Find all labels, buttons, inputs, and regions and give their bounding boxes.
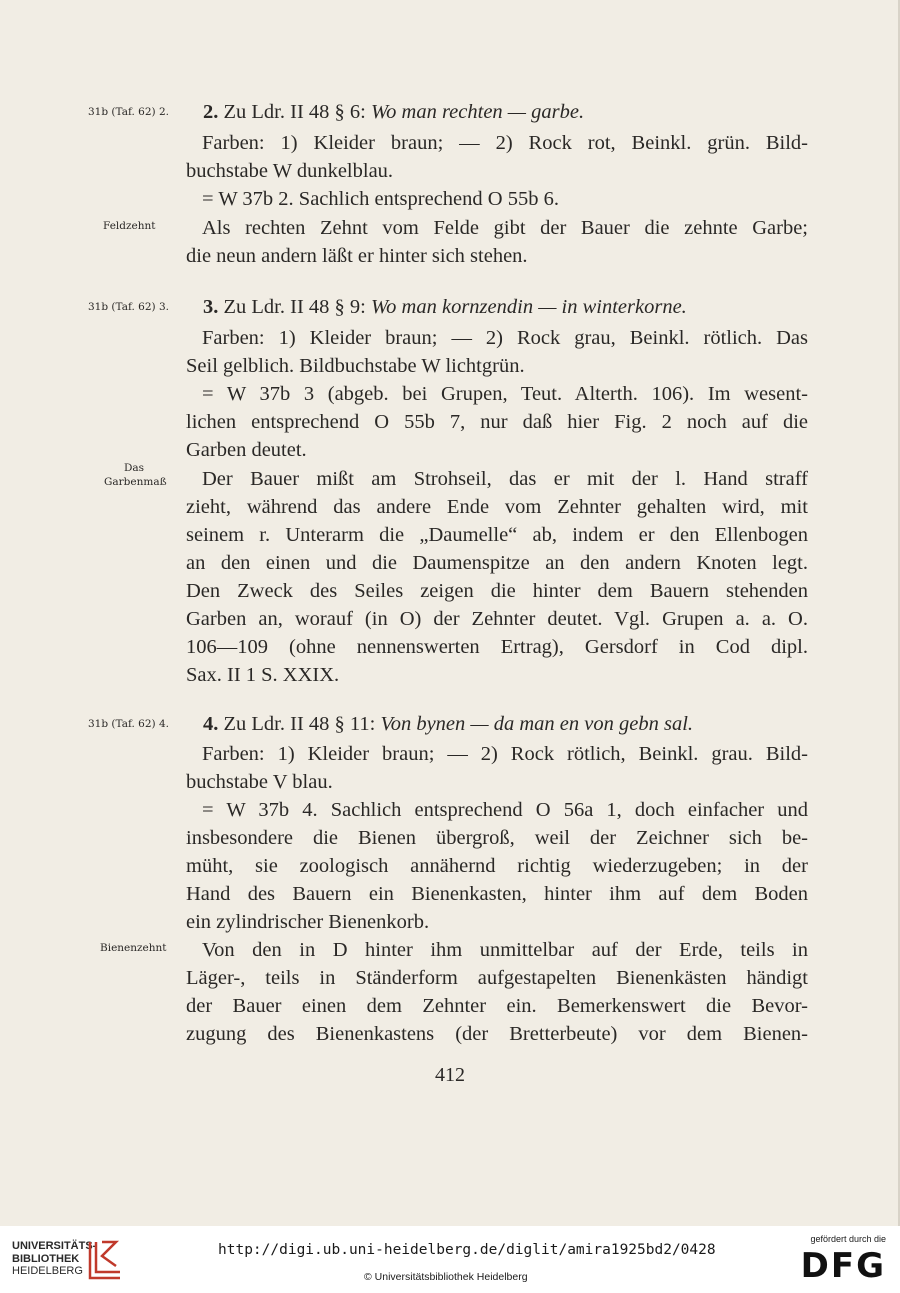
section-number: 2. — [203, 101, 219, 123]
section-heading-2 — [203, 98, 808, 126]
library-name-line: BIBLIOTHEK — [12, 1252, 80, 1265]
text-line: der Bauer einen dem Zehnter ein. Bemerkenswert die Bevor- — [186, 995, 808, 1017]
section-number: 4. — [203, 713, 219, 735]
text-line: an den einen und die Daumenspitze an den andern Knoten legt. — [186, 552, 808, 574]
text-line: Seil gelblich. Bildbuchstabe W lichtgrün. — [186, 355, 525, 377]
text-line: Garben deutet. — [186, 439, 307, 461]
permalink-url[interactable]: http://digi.ub.uni-heidelberg.de/diglit/amira1925bd2/0428 — [218, 1242, 716, 1258]
text-line: Farben: 1) Kleider braun; — 2) Rock grau, Beinkl. rötlich. Das — [202, 327, 808, 349]
text-line: = W 37b 3 (abgeb. bei Grupen, Teut. Alterth. 106). Im wesent- — [202, 383, 808, 405]
text-line: seinem r. Unterarm die „Daumelle“ ab, indem er den Ellenbogen — [186, 524, 808, 546]
margin-note-garbenmass: Garbenmaß — [104, 476, 167, 488]
text-line: Als rechten Zehnt vom Felde gibt der Bauer die zehnte Garbe; — [202, 217, 808, 239]
text-line: Farben: 1) Kleider braun; — 2) Rock rot, Beinkl. grün. Bild- — [202, 132, 808, 154]
text-line: Garben an, worauf (in O) der Zehnter deutet. Vgl. Grupen a. a. O. — [186, 608, 808, 630]
library-name-line: UNIVERSITÄTS- — [12, 1240, 97, 1252]
text-line: buchstabe W dunkelblau. — [186, 160, 394, 182]
heading-citation: Zu Ldr. II 48 § 9: — [218, 296, 371, 318]
section-heading-3 — [203, 293, 808, 321]
heading-quote: Wo man rechten — garbe. — [370, 101, 585, 123]
margin-reference-4: 31b (Taf. 62) 4. — [88, 718, 169, 730]
heading-quote: Von bynen — da man en von gebn sal. — [380, 713, 694, 735]
library-name-line: HEIDELBERG — [12, 1265, 83, 1277]
library-emblem-icon — [86, 1238, 124, 1282]
heading-quote: Wo man kornzendin — in winterkorne. — [370, 296, 687, 318]
heading-citation: Zu Ldr. II 48 § 11: — [218, 713, 381, 735]
dfg-logo[interactable]: DFG — [800, 1246, 886, 1286]
text-line: zugung des Bienenkastens (der Bretterbeute) vor dem Bienen- — [186, 1023, 808, 1045]
university-library-logo[interactable] — [12, 1240, 96, 1278]
digitization-footer — [0, 1226, 900, 1293]
text-line: Von den in D hinter ihm unmittelbar auf der Erde, teils in — [202, 939, 808, 961]
text-line: ein zylindrischer Bienenkorb. — [186, 911, 430, 933]
heading-citation: Zu Ldr. II 48 § 6: — [218, 101, 371, 123]
text-line: buchstabe V blau. — [186, 771, 333, 793]
text-line: insbesondere die Bienen übergroß, weil der Zeichner sich be- — [186, 827, 808, 849]
text-line: die neun andern läßt er hinter sich stehen. — [186, 245, 528, 267]
text-line: 106—109 (ohne nennenswerten Ertrag), Gersdorf in Cod dipl. — [186, 636, 808, 658]
margin-note-feldzehnt: Feldzehnt — [103, 220, 156, 232]
text-line: müht, sie zoologisch annähernd richtig wiederzugeben; in der — [186, 855, 808, 877]
text-line: zieht, während das andere Ende vom Zehnter gehalten wird, mit — [186, 496, 808, 518]
funding-label: gefördert durch die — [810, 1234, 886, 1244]
text-line: Läger-, teils in Ständerform aufgestapelten Bienenkästen händigt — [186, 967, 808, 989]
section-number: 3. — [203, 296, 219, 318]
section-heading-4 — [203, 710, 808, 738]
text-line: Den Zweck des Seiles zeigen die hinter dem Bauern stehenden — [186, 580, 808, 602]
margin-note-bienenzehnt: Bienenzehnt — [100, 942, 167, 954]
text-line: Hand des Bauern ein Bienenkasten, hinter ihm auf dem Boden — [186, 883, 808, 905]
margin-note-das: Das — [123, 462, 145, 474]
copyright-notice: © Universitätsbibliothek Heidelberg — [364, 1271, 528, 1283]
text-line: = W 37b 2. Sachlich entsprechend O 55b 6. — [202, 188, 559, 210]
page-number: 412 — [435, 1064, 465, 1086]
text-line: Der Bauer mißt am Strohseil, das er mit der l. Hand straff — [202, 468, 808, 490]
text-line: lichen entsprechend O 55b 7, nur daß hier Fig. 2 noch auf die — [186, 411, 808, 433]
text-line: = W 37b 4. Sachlich entsprechend O 56a 1, doch einfacher und — [202, 799, 808, 821]
margin-reference-2: 31b (Taf. 62) 2. — [88, 106, 169, 118]
text-line: Sax. II 1 S. XXIX. — [186, 664, 340, 686]
text-line: Farben: 1) Kleider braun; — 2) Rock rötlich, Beinkl. grau. Bild- — [202, 743, 808, 765]
margin-reference-3: 31b (Taf. 62) 3. — [88, 301, 169, 313]
